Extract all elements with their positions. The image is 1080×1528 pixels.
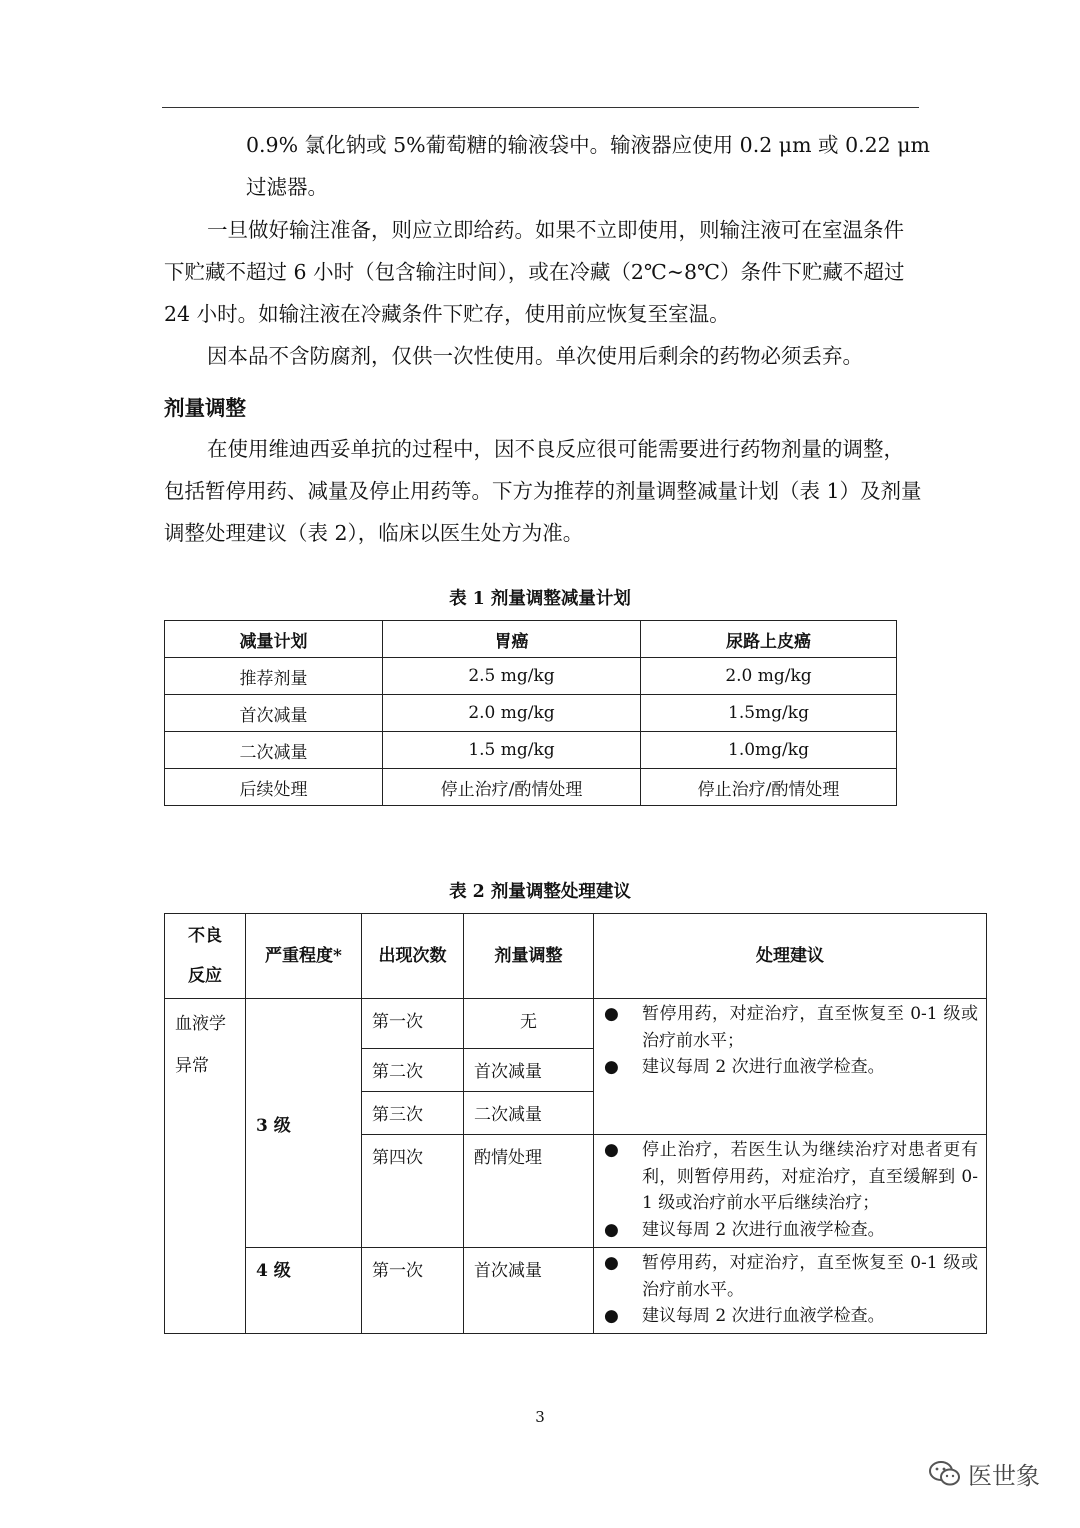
bullet-icon: ● xyxy=(604,1306,619,1326)
advice-cell xyxy=(594,1135,987,1248)
table-cell: 1.0mg/kg xyxy=(641,732,897,769)
table-cell: 首次减量 xyxy=(464,1049,594,1092)
table-row xyxy=(165,695,897,732)
table1-caption: 表 1 剂量调整减量计划 xyxy=(449,589,631,609)
table-cell: 推荐剂量 xyxy=(165,658,383,695)
table-cell: 后续处理 xyxy=(165,769,383,806)
table-cell: 2.5 mg/kg xyxy=(383,658,641,695)
header-rule xyxy=(162,107,919,108)
watermark xyxy=(928,1456,1040,1491)
advice-text: 建议每周 2 次进行血液学检查。 xyxy=(642,1219,885,1240)
table-header-cell: 剂量调整 xyxy=(464,914,594,999)
table2-caption: 表 2 剂量调整处理建议 xyxy=(449,882,631,902)
grade-3-cell: 3 级 xyxy=(246,999,362,1248)
paragraph-dose-adjustment: 在使用维迪西妥单抗的过程中，因不良反应很可能需要进行药物剂量的调整，包括暂停用药、减量及停止用药等。下方为推荐的剂量调整减量计划（表 1）及剂量调整处理建议（表 2），临床以医生处方为准。 xyxy=(164,437,922,545)
list-item xyxy=(602,1217,978,1244)
table-cell: 2.0 mg/kg xyxy=(383,695,641,732)
advice-text: 暂停用药，对症治疗，直至恢复至 0-1 级或治疗前水平； xyxy=(642,1004,978,1051)
table-cell: 无 xyxy=(464,999,594,1049)
bullet-icon: ● xyxy=(604,1219,619,1240)
table-cell: 首次减量 xyxy=(165,695,383,732)
table-header-cell: 尿路上皮癌 xyxy=(641,621,897,658)
table-row xyxy=(165,658,897,695)
list-item xyxy=(602,1054,978,1081)
table-header-row xyxy=(165,621,897,658)
bullet-icon: ● xyxy=(604,1140,619,1160)
table-row xyxy=(165,1248,987,1334)
dose-reduction-table xyxy=(164,620,897,806)
table-header-cell: 胃癌 xyxy=(383,621,641,658)
list-item xyxy=(602,1137,978,1217)
advice-text: 停止治疗，若医生认为继续治疗对患者更有利，则暂停用药，对症治疗，直至缓解到 0-1 级或治疗前水平后继续治疗； xyxy=(642,1140,978,1213)
table-cell: 第一次 xyxy=(362,1248,464,1334)
advice-text: 建议每周 2 次进行血液学检查。 xyxy=(642,1057,885,1077)
watermark-text: 医世象 xyxy=(968,1462,1040,1490)
table-header-row xyxy=(165,914,987,999)
list-item xyxy=(602,1303,978,1330)
bullet-icon: ● xyxy=(604,1057,619,1077)
table-cell: 二次减量 xyxy=(165,732,383,769)
table-cell: 1.5mg/kg xyxy=(641,695,897,732)
table-header-cell: 出现次数 xyxy=(362,914,464,999)
table-cell: 第二次 xyxy=(362,1049,464,1092)
header-adverse-reaction: 不良反应 xyxy=(188,926,222,986)
table-row xyxy=(165,769,897,806)
table-cell: 停止治疗/酌情处理 xyxy=(641,769,897,806)
wechat-icon xyxy=(928,1460,962,1488)
table-row xyxy=(165,732,897,769)
page-number: 3 xyxy=(535,1408,545,1426)
advice-text: 建议每周 2 次进行血液学检查。 xyxy=(642,1306,885,1326)
table-cell: 酌情处理 xyxy=(464,1135,594,1248)
paragraph-infusion-bag: 0.9% 氯化钠或 5%葡萄糖的输液袋中。输液器应使用 0.2 μm 或 0.22 μm 过滤器。 xyxy=(246,133,930,199)
advice-cell xyxy=(594,999,987,1135)
list-item xyxy=(602,1250,978,1303)
table-cell: 停止治疗/酌情处理 xyxy=(383,769,641,806)
paragraph-storage: 一旦做好输注准备，则应立即给药。如果不立即使用，则输注液可在室温条件下贮藏不超过 6 小时（包含输注时间），或在冷藏（2℃~8℃）条件下贮藏不超过 24 小时。如输注液在冷藏条件下贮存，使用前应恢复至室温。 xyxy=(164,218,905,326)
table-header-cell: 处理建议 xyxy=(594,914,987,999)
table-cell: 1.5 mg/kg xyxy=(383,732,641,769)
bullet-icon: ● xyxy=(604,1253,619,1273)
advice-cell xyxy=(594,1248,987,1334)
dose-advice-table xyxy=(164,913,987,1334)
grade-4-cell: 4 级 xyxy=(246,1248,362,1334)
table-row xyxy=(165,999,987,1049)
table-cell: 首次减量 xyxy=(464,1248,594,1334)
table-cell: 第四次 xyxy=(362,1135,464,1248)
table-cell: 第一次 xyxy=(362,999,464,1049)
section-heading-dose-adjustment: 剂量调整 xyxy=(164,396,246,420)
table-cell: 二次减量 xyxy=(464,1092,594,1135)
advice-text: 暂停用药，对症治疗，直至恢复至 0-1 级或治疗前水平。 xyxy=(642,1253,978,1300)
list-item xyxy=(602,1001,978,1054)
adverse-reaction-cell xyxy=(165,999,246,1334)
table-cell: 第三次 xyxy=(362,1092,464,1135)
table-header-cell xyxy=(165,914,246,999)
adverse-reaction-label: 血液学异常 xyxy=(175,1014,226,1076)
table-cell: 2.0 mg/kg xyxy=(641,658,897,695)
paragraph-single-use: 因本品不含防腐剂，仅供一次性使用。单次使用后剩余的药物必须丢弃。 xyxy=(207,344,863,368)
bullet-icon: ● xyxy=(604,1004,619,1024)
table-header-cell: 严重程度* xyxy=(246,914,362,999)
table-header-cell: 减量计划 xyxy=(165,621,383,658)
